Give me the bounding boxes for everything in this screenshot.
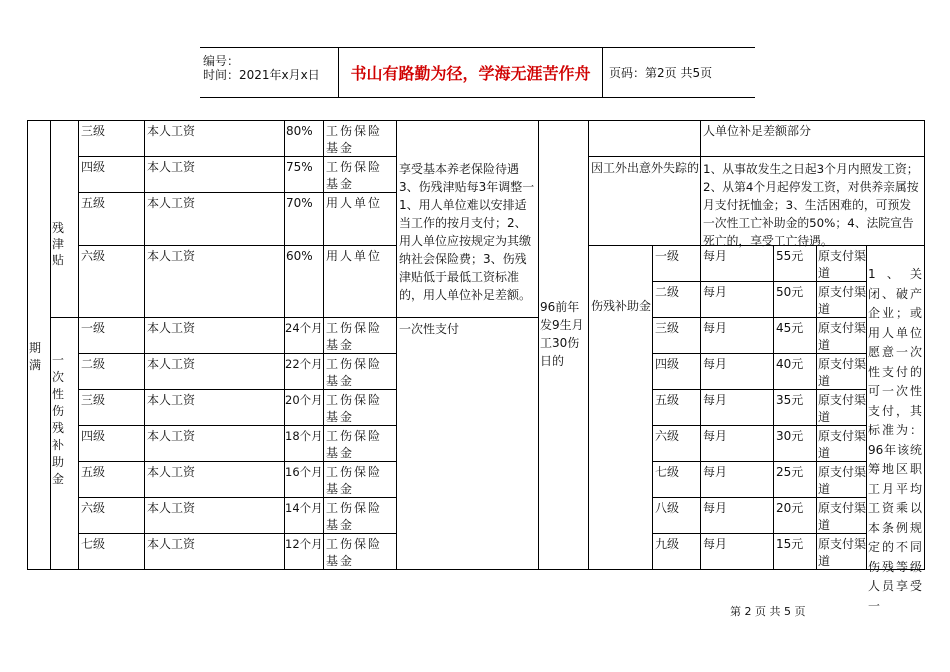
table-cell-base: 本人工资 <box>147 196 196 210</box>
table-cell-months: 22个月 <box>285 357 323 371</box>
table-cell-source: 原支付渠道 <box>818 249 867 280</box>
table-cell-source: 原支付渠道 <box>818 357 867 388</box>
table-rule <box>700 245 701 570</box>
table-cell-freq: 每月 <box>703 321 728 335</box>
table-cell-pct: 60% <box>286 249 313 263</box>
table-cell-payer: 工伤保险基金 <box>326 429 383 460</box>
subsidy-label: 伤残补助金 <box>591 299 652 313</box>
group-label-lump: 一次性伤残补助金 <box>52 353 65 486</box>
table-rule <box>652 245 653 570</box>
table-cell-base: 本人工资 <box>147 465 196 479</box>
table-cell-payer: 用人单位 <box>326 196 383 210</box>
table-cell-source: 原支付渠道 <box>818 429 867 460</box>
table-cell-amount: 40元 <box>776 357 804 371</box>
table-cell-base: 本人工资 <box>147 321 196 335</box>
table-rule <box>78 120 79 570</box>
table-cell-grade: 四级 <box>81 160 106 174</box>
table-cell-amount: 55元 <box>776 249 804 263</box>
col-96-note: 96前年发9生月工30伤日的 <box>540 300 584 368</box>
table-cell-freq: 每月 <box>703 465 728 479</box>
page-label: 页码：第2页 共5页 <box>609 66 713 80</box>
table-cell-amount: 20元 <box>776 501 804 515</box>
table-cell-payer: 工伤保险基金 <box>326 357 383 388</box>
table-cell-months: 14个月 <box>285 501 323 515</box>
table-cell-grade: 七级 <box>81 537 106 551</box>
table-rule <box>396 120 397 570</box>
table-cell-months: 16个月 <box>285 465 323 479</box>
table-rule <box>78 245 397 246</box>
table-cell-base: 本人工资 <box>147 160 196 174</box>
table-cell-base: 本人工资 <box>147 124 196 138</box>
table-cell-months: 18个月 <box>285 429 323 443</box>
table-cell-source: 原支付渠道 <box>818 501 867 532</box>
table-cell-base: 本人工资 <box>147 537 196 551</box>
table-cell-pct: 70% <box>286 196 313 210</box>
table-cell-source: 原支付渠道 <box>818 537 867 568</box>
table-cell-grade: 六级 <box>655 429 680 443</box>
table-cell-payer: 工伤保险基金 <box>326 501 383 532</box>
table-cell-grade: 四级 <box>655 357 680 371</box>
table-cell-grade: 一级 <box>81 321 106 335</box>
date-label: 时间：2021年x月x日 <box>203 68 320 82</box>
header-meta <box>200 48 339 97</box>
table-cell-grade: 九级 <box>655 537 680 551</box>
table-cell-grade: 三级 <box>81 393 106 407</box>
table-cell-source: 原支付渠道 <box>818 321 867 352</box>
table-rule <box>700 120 701 246</box>
top-right-header: 人单位补足差额部分 <box>703 124 812 138</box>
table-rule <box>27 569 925 570</box>
table-cell-grade: 三级 <box>81 124 106 138</box>
table-cell-grade: 一级 <box>655 249 680 263</box>
table-cell-amount: 45元 <box>776 321 804 335</box>
table-cell-freq: 每月 <box>703 501 728 515</box>
table-cell-base: 本人工资 <box>147 249 196 263</box>
table-cell-months: 12个月 <box>285 537 323 551</box>
table-cell-pct: 80% <box>286 124 313 138</box>
table-cell-payer: 工伤保险基金 <box>326 124 383 155</box>
motto: 书山有路勤为径，学海无涯苦作舟 <box>339 48 603 97</box>
table-rule <box>50 317 79 318</box>
table-cell-base: 本人工资 <box>147 429 196 443</box>
table-rule <box>144 120 145 570</box>
table-cell-grade: 五级 <box>655 393 680 407</box>
table-cell-freq: 每月 <box>703 393 728 407</box>
table-rule <box>27 120 925 121</box>
remark-lump: 一次性支付 <box>399 322 460 336</box>
table-cell-base: 本人工资 <box>147 501 196 515</box>
number-label: 编号： <box>203 54 240 68</box>
table-cell-freq: 每月 <box>703 285 728 299</box>
table-rule <box>924 120 925 570</box>
table-cell-months: 20个月 <box>285 393 323 407</box>
table-cell-freq: 每月 <box>703 537 728 551</box>
table-cell-pct: 75% <box>286 160 313 174</box>
table-cell-grade: 四级 <box>81 429 106 443</box>
table-cell-source: 原支付渠道 <box>818 393 867 424</box>
table-rule <box>588 120 589 570</box>
table-cell-grade: 六级 <box>81 249 106 263</box>
table-cell-amount: 35元 <box>776 393 804 407</box>
table-cell-grade: 五级 <box>81 196 106 210</box>
remark-allowance: 享受基本养老保险待遇3、伤残津贴每3年调整一1、用人单位难以安排适当工作的按月支付；2、用人单位应按规定为其缴纳社会保险费；3、伤残津贴低于最低工资标准的，用人单位补足差额。 <box>399 162 535 302</box>
table-cell-source: 原支付渠道 <box>818 465 867 496</box>
table-cell-base: 本人工资 <box>147 393 196 407</box>
table-cell-months: 24个月 <box>285 321 323 335</box>
page-header <box>200 47 755 98</box>
table-cell-freq: 每月 <box>703 429 728 443</box>
table-cell-source: 原支付渠道 <box>818 285 867 316</box>
page-footer: 第 2 页 共 5 页 <box>730 605 806 618</box>
group-label-outer: 期满 <box>29 341 42 372</box>
subsidy-note: 1、关闭、破产企业；或用人单位愿意一次性支付的可一次性支付，其标准为：96年该统筹地区职工月平均工资乘以本条例规定的不同伤残等级人员享受一 <box>868 267 922 613</box>
table-cell-freq: 每月 <box>703 249 728 263</box>
table-rule <box>78 317 397 318</box>
table-rule <box>323 120 324 570</box>
missing-label: 因工外出意外失踪的 <box>591 161 700 175</box>
missing-text: 1、从事故发生之日起3个月内照发工资；2、从第4个月起停发工资，对供养亲属按月支付抚恤金；3、生活困难的，可预发一次性工亡补助金的50%；4、法院宣告死亡的，享受工亡待遇。 <box>703 162 919 248</box>
table-cell-amount: 30元 <box>776 429 804 443</box>
group-label-allowance: 残津贴 <box>52 221 65 267</box>
table-cell-payer: 工伤保险基金 <box>326 465 383 496</box>
table-cell-payer: 工伤保险基金 <box>326 537 383 568</box>
table-cell-grade: 二级 <box>81 357 106 371</box>
table-cell-payer: 工伤保险基金 <box>326 393 383 424</box>
table-cell-grade: 二级 <box>655 285 680 299</box>
table-rule <box>773 245 774 570</box>
table-rule <box>538 120 539 570</box>
table-cell-base: 本人工资 <box>147 357 196 371</box>
table-rule <box>50 120 51 570</box>
table-cell-grade: 三级 <box>655 321 680 335</box>
table-cell-amount: 25元 <box>776 465 804 479</box>
table-cell-payer: 用人单位 <box>326 249 383 263</box>
table-rule <box>866 245 867 570</box>
table-rule <box>27 120 28 570</box>
table-cell-grade: 八级 <box>655 501 680 515</box>
table-cell-grade: 七级 <box>655 465 680 479</box>
table-cell-payer: 工伤保险基金 <box>326 160 383 191</box>
table-cell-payer: 工伤保险基金 <box>326 321 383 352</box>
table-cell-freq: 每月 <box>703 357 728 371</box>
table-cell-grade: 五级 <box>81 465 106 479</box>
table-rule <box>396 317 539 318</box>
table-rule <box>816 245 817 570</box>
table-cell-amount: 50元 <box>776 285 804 299</box>
table-cell-amount: 15元 <box>776 537 804 551</box>
table-rule <box>588 156 925 157</box>
table-cell-grade: 六级 <box>81 501 106 515</box>
